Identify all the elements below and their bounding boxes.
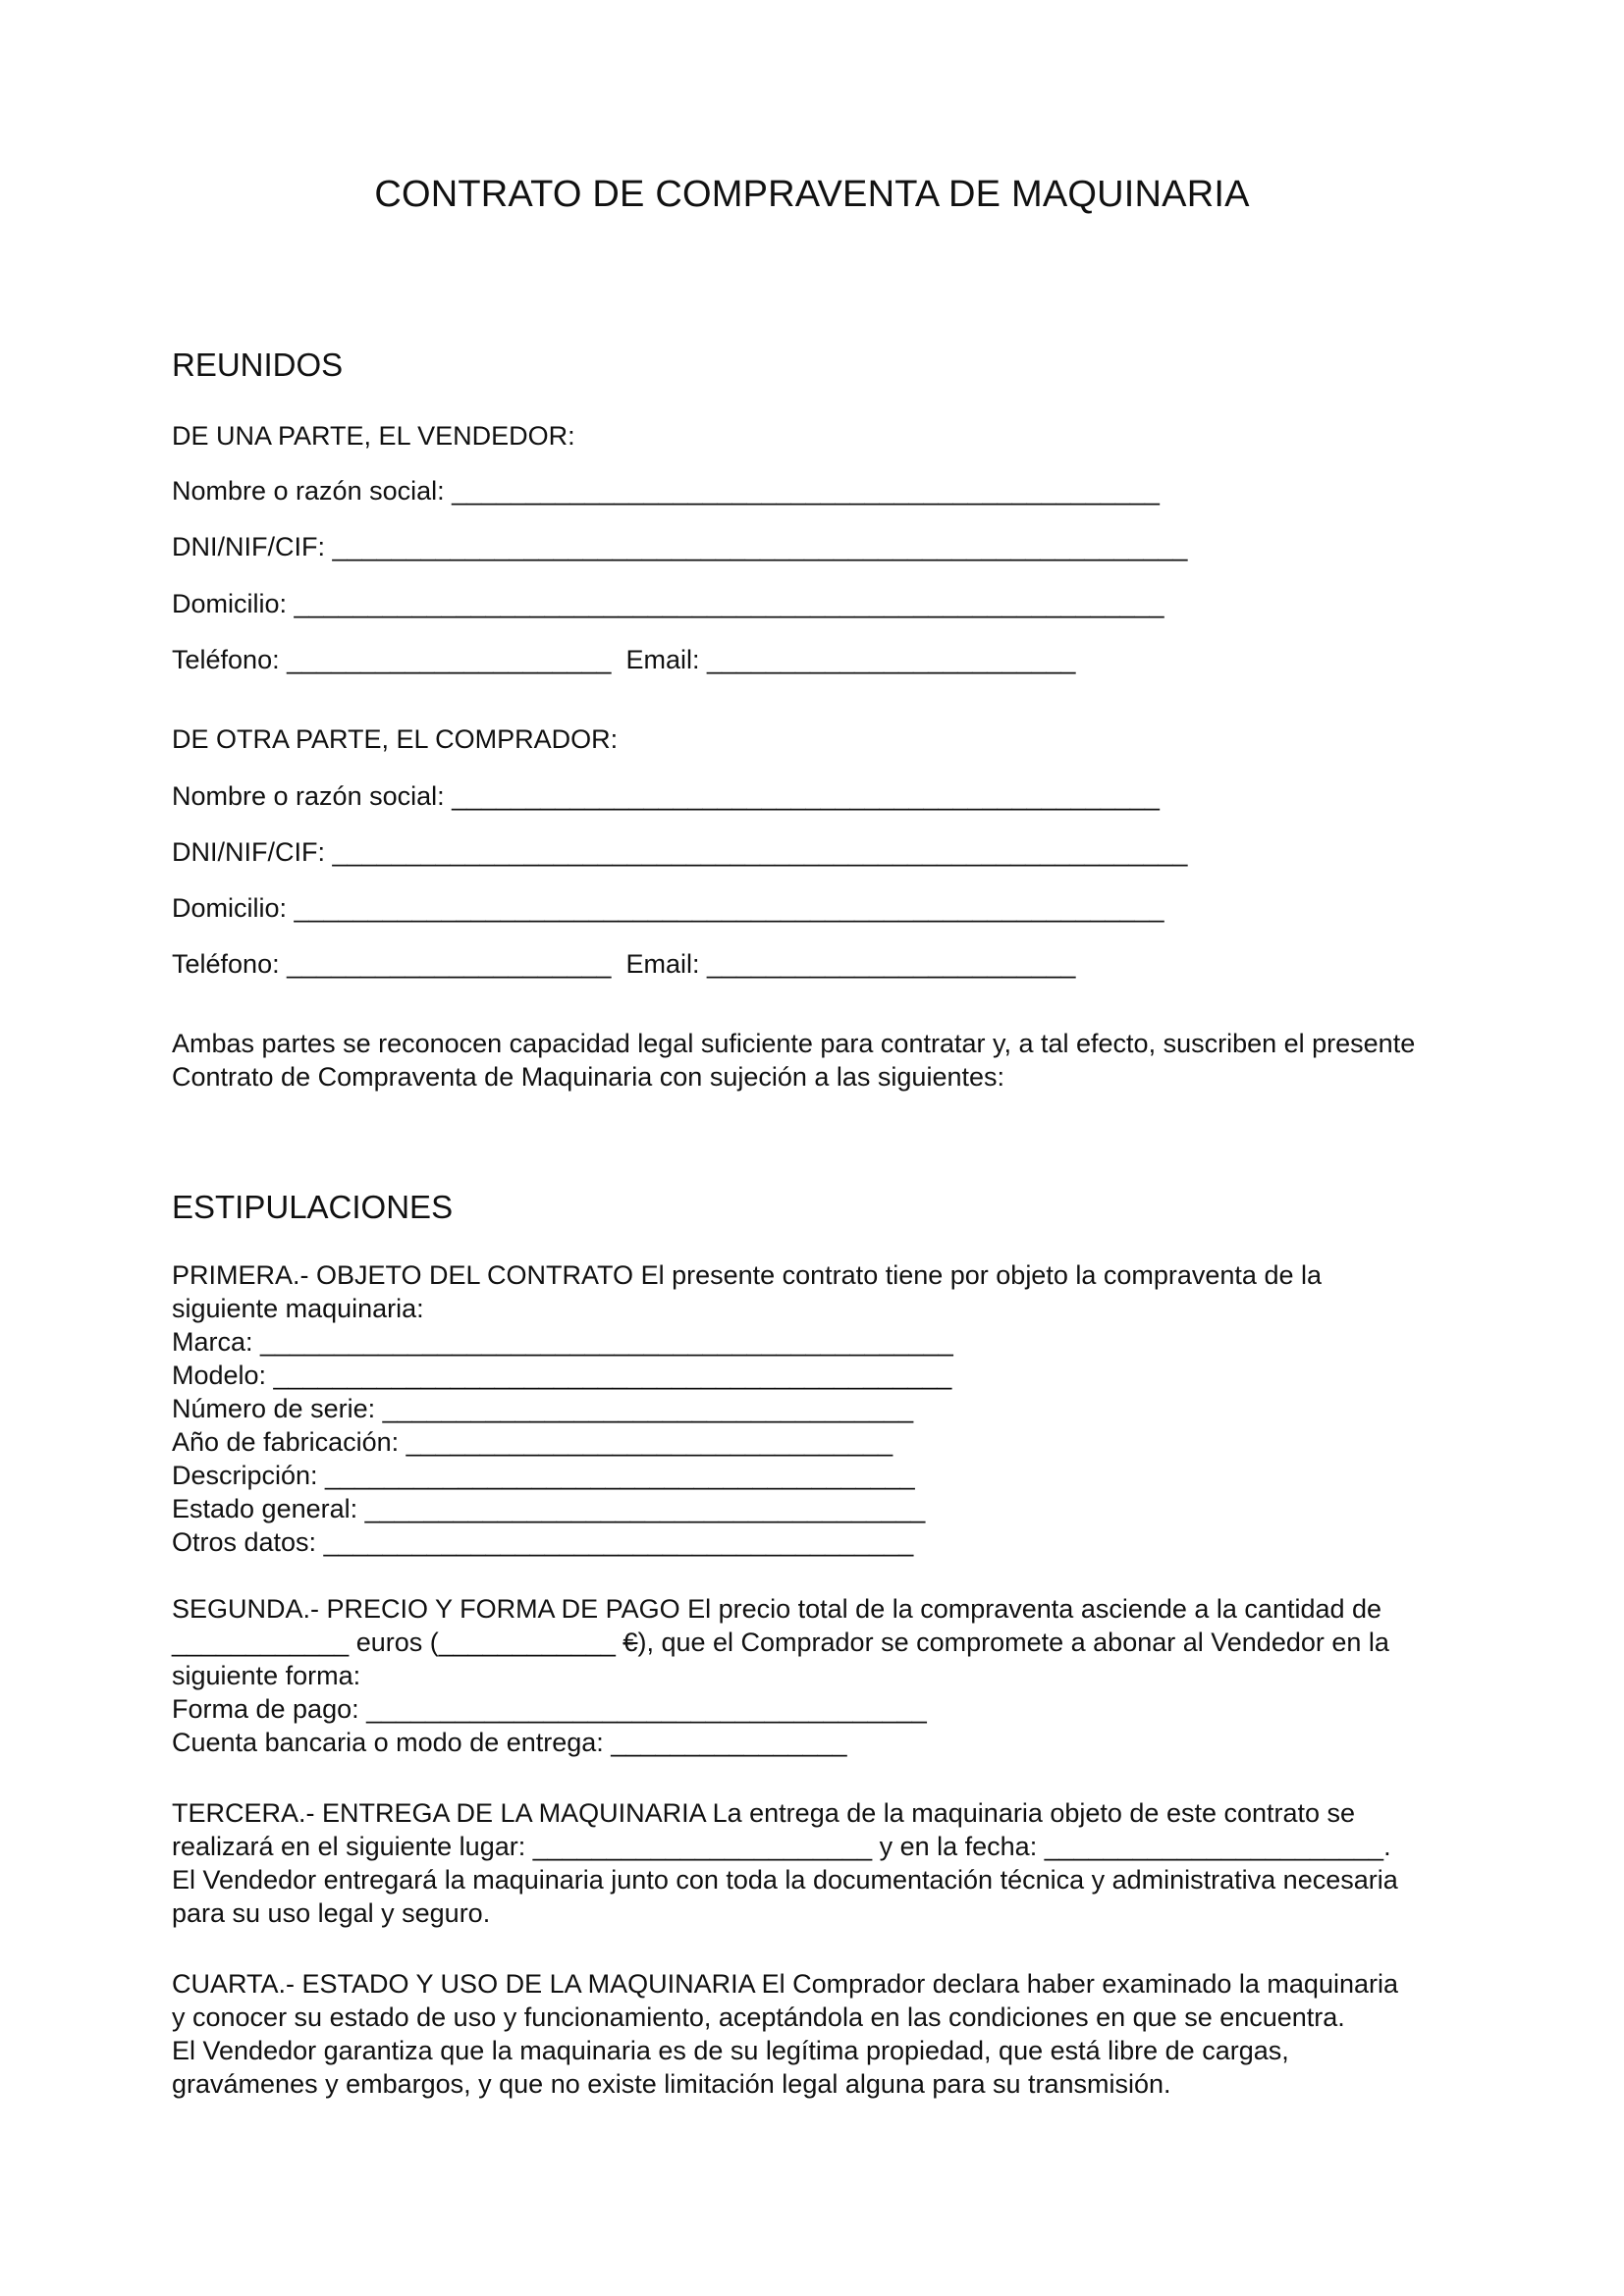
comprador-domicilio-field: Domicilio: ___________________________________________________________ <box>172 893 1164 923</box>
ano-fabricacion-field: Año de fabricación: _________________________________ <box>172 1427 893 1457</box>
marca-field: Marca: _______________________________________________ <box>172 1327 953 1357</box>
section-heading-estipulaciones: ESTIPULACIONES <box>172 1189 454 1225</box>
ambas-partes-paragraph <box>172 1027 1488 1094</box>
vendedor-telefono-email-field: Teléfono: ______________________ Email: _________________________ <box>172 645 1076 674</box>
clause-line: para su uso legal y seguro. <box>172 1898 491 1928</box>
comprador-label: DE OTRA PARTE, EL COMPRADOR: <box>172 724 619 754</box>
section-heading-reunidos: REUNIDOS <box>172 347 344 383</box>
lugar-fecha-field: realizará en el siguiente lugar: _______________________ y en la fecha: _______________________. <box>172 1832 1391 1861</box>
comprador-nombre-field: Nombre o razón social: ________________________________________________ <box>172 781 1160 811</box>
precio-line-rest: ), que el Comprador se compromete a abonar al Vendedor en la <box>637 1628 1389 1657</box>
paragraph-line: Ambas partes se reconocen capacidad legal suficiente para contratar y, a tal efecto, suscriben el presente <box>172 1029 1416 1058</box>
vendedor-domicilio-field: Domicilio: ___________________________________________________________ <box>172 589 1164 618</box>
modelo-field: Modelo: ______________________________________________ <box>172 1361 952 1390</box>
descripcion-field: Descripción: ________________________________________ <box>172 1461 915 1490</box>
clause-line: siguiente forma: <box>172 1661 361 1690</box>
precio-blanks: ____________ euros (____________ <box>172 1628 623 1657</box>
clause-line: El Vendedor garantiza que la maquinaria es de su legítima propiedad, que está libre de cargas, <box>172 2036 1289 2065</box>
clause-line: SEGUNDA.- PRECIO Y FORMA DE PAGO El precio total de la compraventa asciende a la cantidad de <box>172 1594 1382 1624</box>
vendedor-dni-field: DNI/NIF/CIF: __________________________________________________________ <box>172 532 1188 561</box>
clause-segunda <box>172 1592 1488 1759</box>
clause-line: CUARTA.- ESTADO Y USO DE LA MAQUINARIA El Comprador declara haber examinado la maquinaria <box>172 1969 1399 1999</box>
clause-primera <box>172 1258 1488 1559</box>
comprador-dni-field: DNI/NIF/CIF: __________________________________________________________ <box>172 837 1188 867</box>
document-title: CONTRATO DE COMPRAVENTA DE MAQUINARIA <box>374 174 1250 215</box>
clause-line: y conocer su estado de uso y funcionamiento, aceptándola en las condiciones en que se encuentra. <box>172 2002 1345 2032</box>
estado-general-field: Estado general: ______________________________________ <box>172 1494 926 1523</box>
clause-cuarta <box>172 1967 1488 2101</box>
otros-datos-field: Otros datos: ________________________________________ <box>172 1527 914 1557</box>
clause-line: TERCERA.- ENTREGA DE LA MAQUINARIA La entrega de la maquinaria objeto de este contrato se <box>172 1798 1356 1828</box>
numero-serie-field: Número de serie: ____________________________________ <box>172 1394 914 1423</box>
forma-pago-field: Forma de pago: ______________________________________ <box>172 1694 927 1724</box>
clause-line: gravámenes y embargos, y que no existe limitación legal alguna para su transmisión. <box>172 2069 1171 2099</box>
paragraph-line: Contrato de Compraventa de Maquinaria con sujeción a las siguientes: <box>172 1062 1004 1092</box>
precio-line <box>172 1626 1488 1659</box>
vendedor-label: DE UNA PARTE, EL VENDEDOR: <box>172 421 575 451</box>
vendedor-nombre-field: Nombre o razón social: ________________________________________________ <box>172 476 1160 506</box>
euro-symbol: € <box>623 1628 638 1657</box>
comprador-telefono-email-field: Teléfono: ______________________ Email: _________________________ <box>172 949 1076 979</box>
clause-line: PRIMERA.- OBJETO DEL CONTRATO El presente contrato tiene por objeto la compraventa de la <box>172 1260 1322 1290</box>
clause-line: siguiente maquinaria: <box>172 1294 424 1323</box>
clause-line: El Vendedor entregará la maquinaria junto con toda la documentación técnica y administrativa necesaria <box>172 1865 1398 1895</box>
clause-tercera <box>172 1796 1488 1930</box>
cuenta-bancaria-field: Cuenta bancaria o modo de entrega: ________________ <box>172 1728 847 1757</box>
